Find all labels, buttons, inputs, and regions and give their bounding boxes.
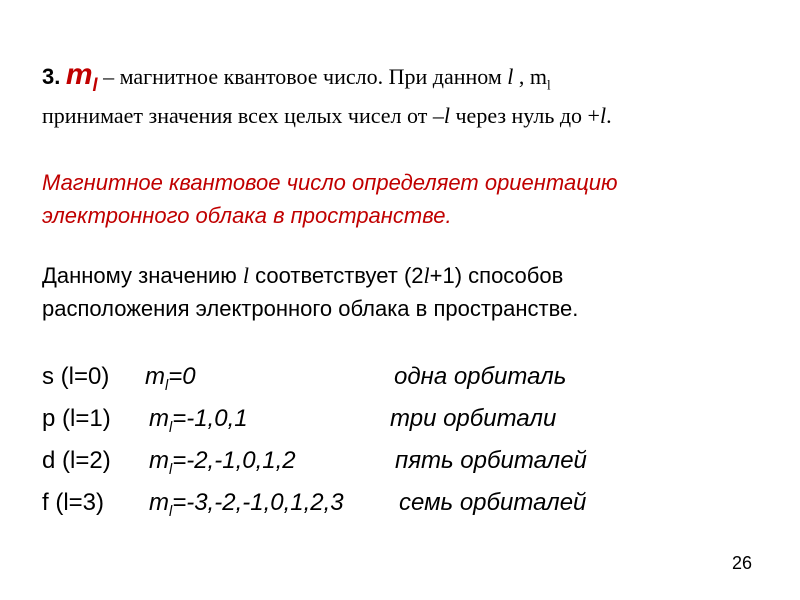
ml-inline: , m (513, 64, 548, 89)
ml-symbol: $m_l$ (65, 58, 98, 95)
orientation-statement-line-1: Магнитное квантовое число определяет ориентацию (42, 170, 618, 195)
item-number: 3. (42, 64, 61, 89)
definition-line-2: принимает значения всех целых чисел от –l через нуль до +l. (42, 103, 612, 128)
ml-description: – магнитное квантовое число. При данном (103, 64, 508, 89)
orbital-count: пять орбиталей (395, 447, 587, 474)
orbital-label: p (l=1) (42, 405, 111, 432)
ml-values: $m_l=-1,0,1$ (149, 405, 248, 436)
orbital-count: три орбитали (390, 405, 557, 432)
orbital-count: одна орбиталь (394, 363, 567, 390)
ml-values: $m_l=0$ (145, 363, 196, 394)
orbital-label: d (l=2) (42, 447, 111, 474)
page-number: 26 (731, 553, 752, 573)
orbital-label: f (l=3) (42, 489, 105, 516)
count-statement-line-1: Данному значению l соответствует (2l+1) способов (42, 263, 564, 288)
ml-values: $m_l=-2,-1,0,1,2$ (149, 447, 296, 478)
orbital-count: семь орбиталей (399, 489, 587, 516)
ml-values: $m_l=-3,-2,-1,0,1,2,3$ (149, 489, 344, 520)
count-statement-line-2: расположения электронного облака в пространстве. (42, 296, 579, 321)
l-symbol: l (507, 64, 514, 89)
orientation-statement-line-2: электронного облака в пространстве. (42, 203, 452, 228)
orbital-label: s (l=0) (42, 363, 110, 390)
definition-line-1: 3. $m_l$ – магнитное квантовое число. При данном l , $m_l$ (42, 58, 551, 95)
